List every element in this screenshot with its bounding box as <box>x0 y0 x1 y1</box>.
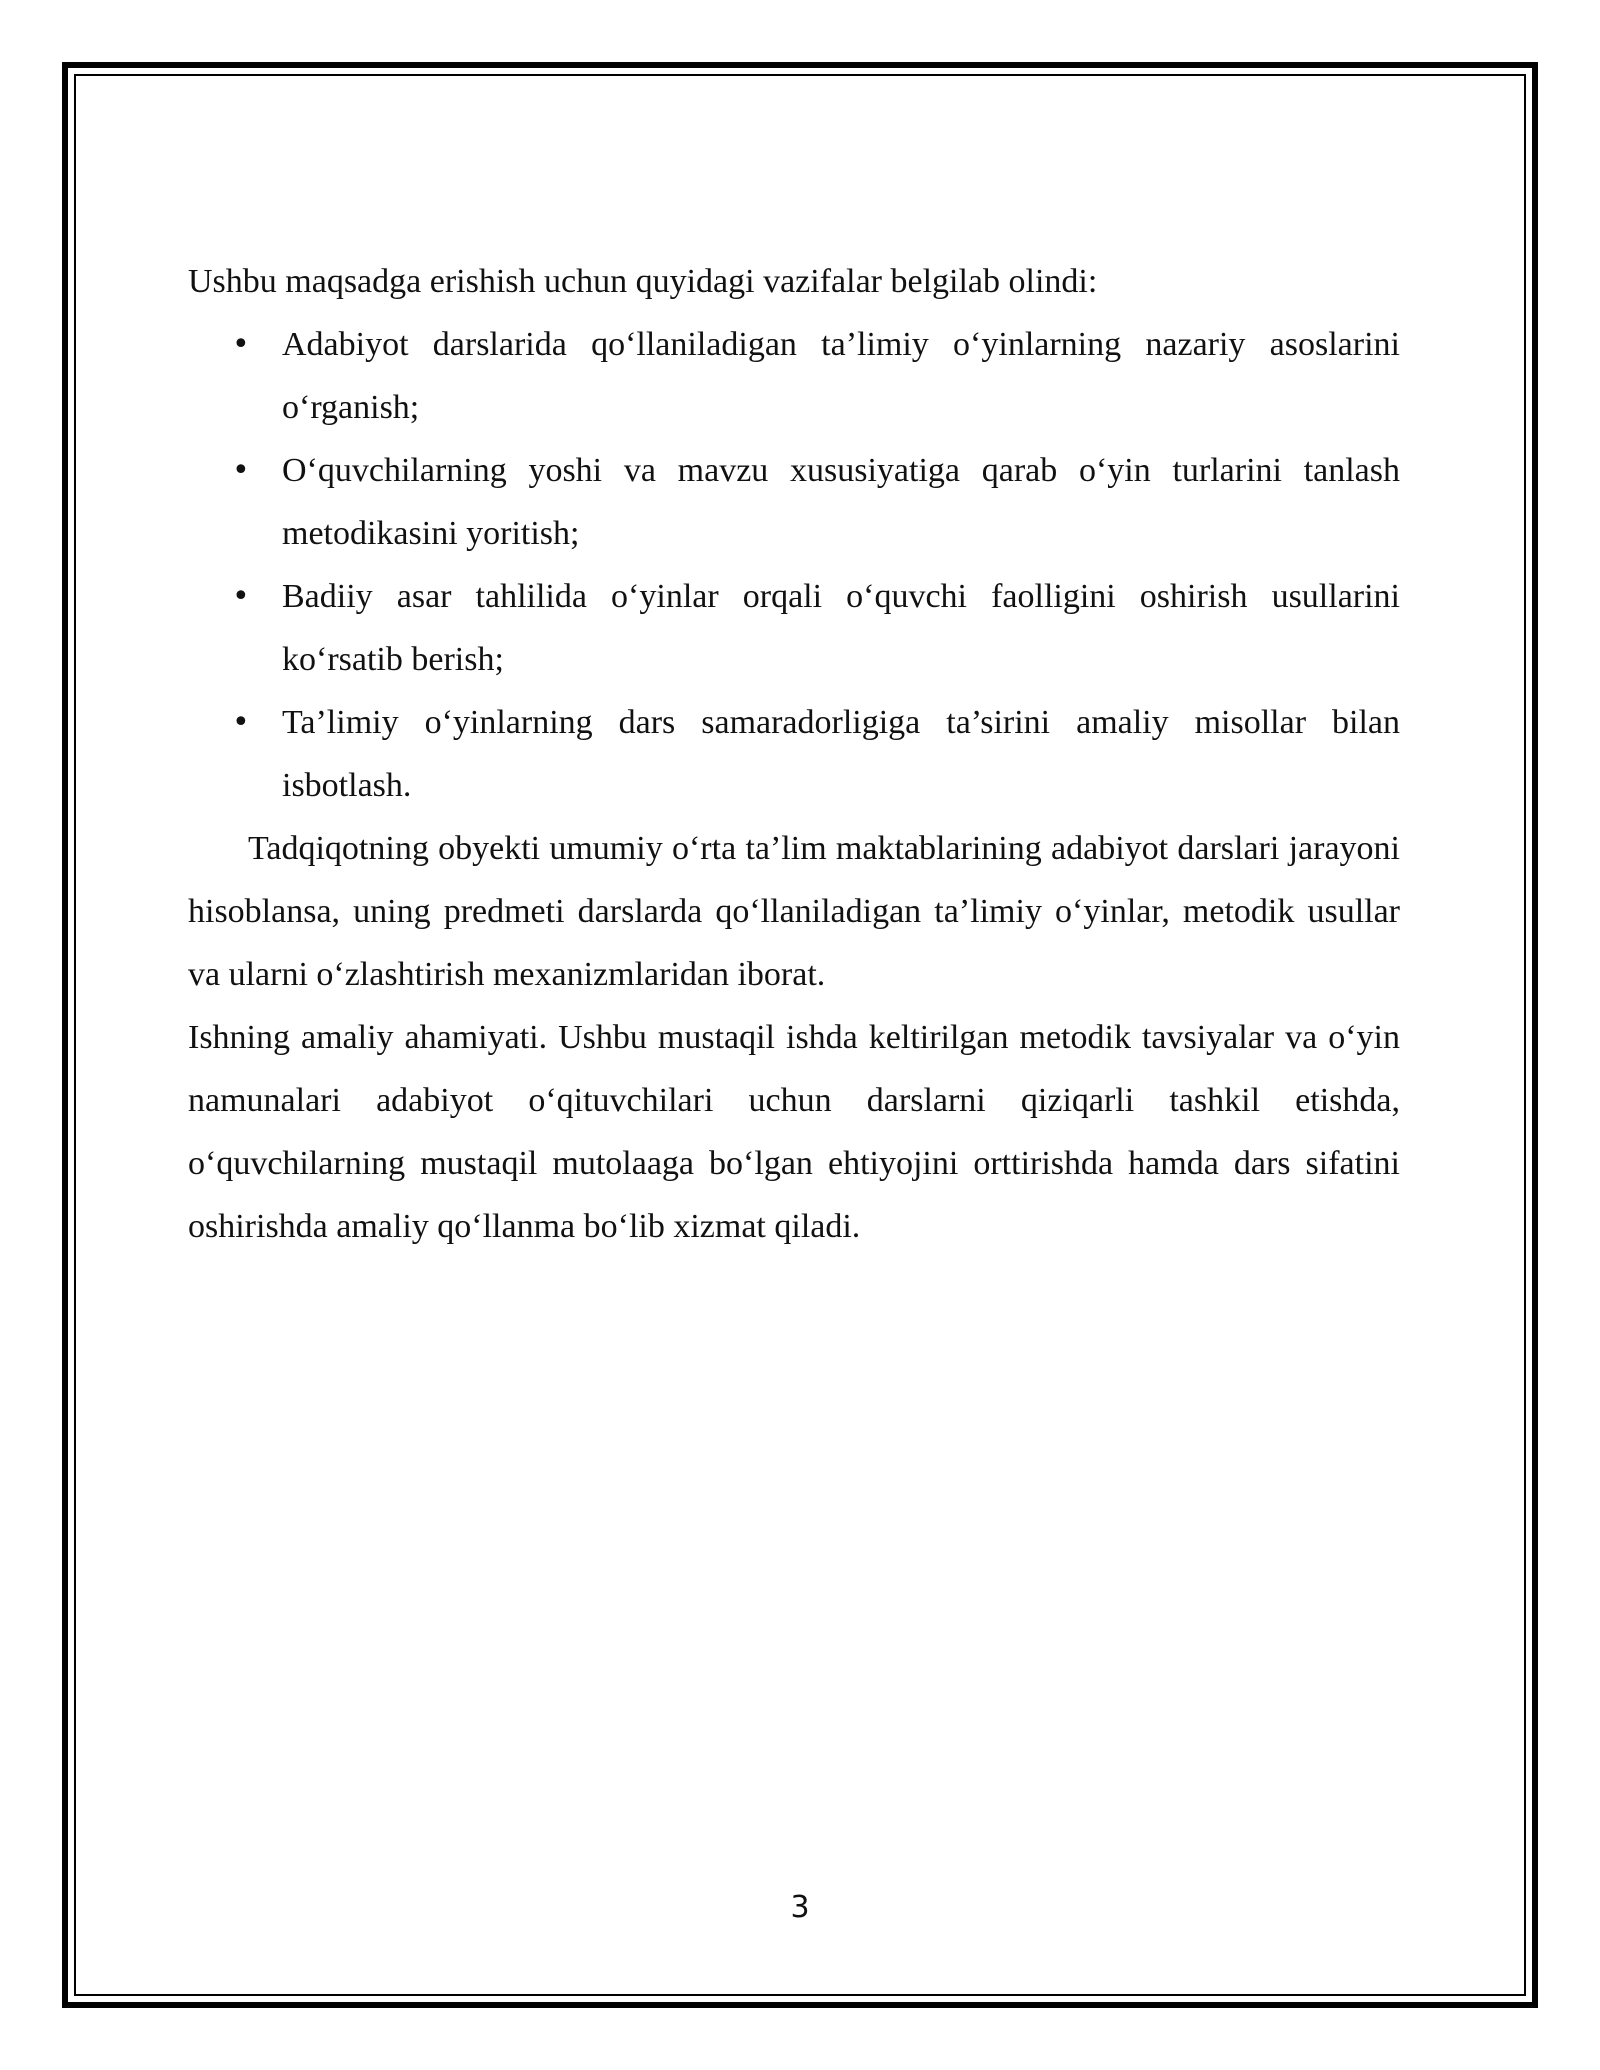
bullet-icon: • <box>232 579 250 614</box>
page-body <box>188 250 1400 1258</box>
bullet-icon: • <box>232 453 250 488</box>
tasks-list <box>188 313 1400 817</box>
task-item <box>188 691 1400 817</box>
task-text: Adabiyot darslarida qo‘llaniladigan ta’limiy o‘yinlarning nazariy asoslarini o‘rganish; <box>282 326 1400 426</box>
bullet-icon: • <box>232 327 250 362</box>
task-text: Badiiy asar tahlilida o‘yinlar orqali o‘quvchi faolligini oshirish usullarini ko‘rsatib berish; <box>282 578 1400 678</box>
tasks-intro: Ushbu maqsadga erishish uchun quyidagi vazifalar belgilab olindi: <box>188 263 1098 300</box>
task-text: O‘quvchilarning yoshi va mavzu xususiyatiga qarab o‘yin turlarini tanlash metodikasini yoritish; <box>282 452 1400 552</box>
bullet-icon: • <box>232 705 250 740</box>
page-number: 3 <box>790 1890 810 1925</box>
task-item <box>188 565 1400 691</box>
task-item <box>188 439 1400 565</box>
task-text: Ta’limiy o‘yinlarning dars samaradorligiga ta’sirini amaliy misollar bilan isbotlash. <box>282 704 1400 804</box>
practical-significance-paragraph: Ishning amaliy ahamiyati. Ushbu mustaqil ishda keltirilgan metodik tavsiyalar va o‘yin namunalari adabiyot o‘qituvchilari uchun darslarni qiziqarli tashkil etishda, o‘quvchilarning mustaqil mutolaaga bo‘lgan ehtiyojini orttirishda hamda dars sifatini oshirishda amaliy qo‘llanma bo‘lib xizmat qiladi. <box>188 1019 1400 1245</box>
research-object-paragraph: Tadqiqotning obyekti umumiy o‘rta ta’lim maktablarining adabiyot darslari jarayoni hisoblansa, uning predmeti darslarda qo‘llaniladigan ta’limiy o‘yinlar, metodik usullar va ularni o‘zlashtirish mexanizmlaridan iborat. <box>188 830 1400 993</box>
task-item <box>188 313 1400 439</box>
